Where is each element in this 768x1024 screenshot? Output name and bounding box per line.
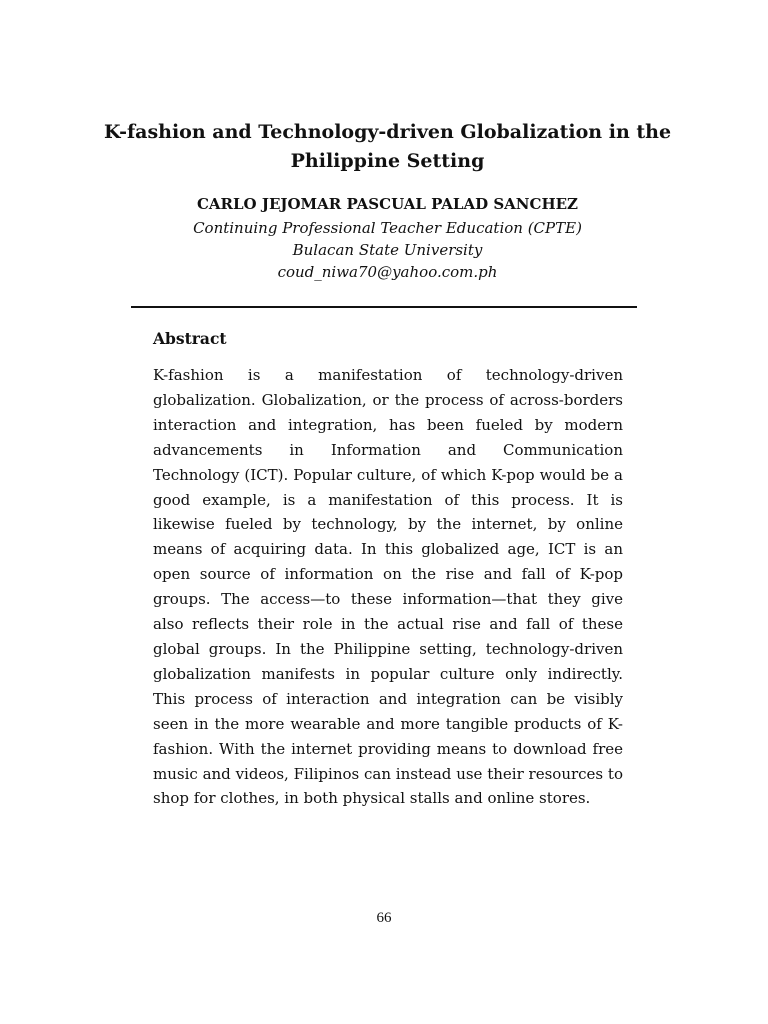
paper-title: K-fashion and Technology-driven Globalization in the Philippine Setting [103,121,672,172]
abstract-body: K-fashion is a manifestation of technology-driven globalization. Globalization, or the process of across-borders interaction and integration, has been fueled by modern advancements in Information and Communication Technology (ICT). Popular culture, of which K-pop would be a good example, is a manifestation of this process. It is likewise fueled by technology, by the internet, by online means of acquiring data. In this globalized age, ICT is an open source of information on the rise and fall of K-pop groups. The access—to these information—that they give also reflects their role in the actual rise and fall of these global groups. In the Philippine setting, technology-driven globalization manifests in popular culture only indirectly. This process of interaction and integration can be visibly seen in the more wearable and more tangible products of K-fashion. With the internet providing means to download free music and videos, Filipinos can instead use their resources to shop for clothes, in both physical stalls and online stores. [153,366,623,808]
author-affiliation [100,217,675,283]
header-divider [131,306,637,308]
affiliation-program: Continuing Professional Teacher Education (CPTE) [193,219,582,237]
affiliation-university: Bulacan State University [292,241,483,259]
author-email: coud_niwa70@yahoo.com.ph [277,263,498,281]
abstract-heading: Abstract [153,329,227,348]
page-number: 66 [376,910,392,926]
author-name: CARLO JEJOMAR PASCUAL PALAD SANCHEZ [196,195,579,213]
